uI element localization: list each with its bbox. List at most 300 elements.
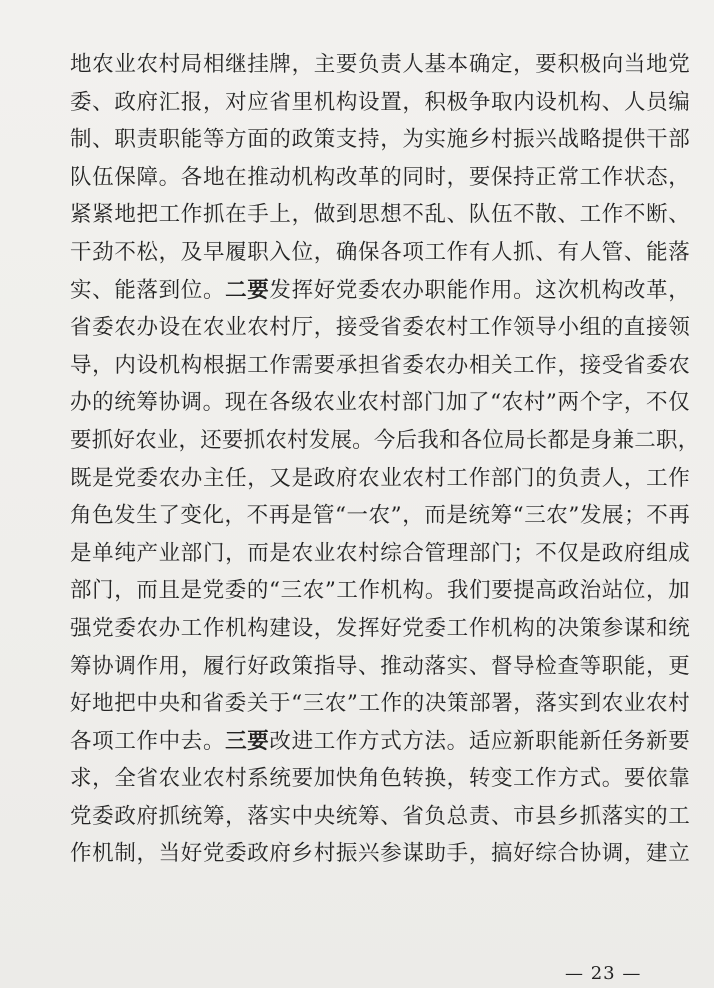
- character: 干: [70, 239, 92, 265]
- character: 位: [180, 277, 203, 303]
- character: 政: [269, 653, 292, 679]
- character: 工: [158, 202, 181, 228]
- text-line: [70, 384, 690, 422]
- character: 检: [535, 653, 557, 679]
- character: 极: [579, 52, 602, 77]
- character: 委: [402, 352, 425, 378]
- character: 断: [646, 202, 668, 228]
- character: 委: [402, 315, 425, 341]
- character: 能: [557, 728, 580, 754]
- character: 个: [579, 390, 602, 416]
- character: 委: [92, 803, 114, 829]
- character: 农: [202, 315, 225, 341]
- character: 。: [352, 427, 374, 453]
- character: ，: [380, 127, 402, 153]
- character: 靠: [668, 766, 690, 792]
- character: 筹: [70, 653, 92, 679]
- character: 用: [490, 277, 513, 303]
- character: 手: [247, 202, 269, 228]
- character: 承: [335, 352, 358, 378]
- character: 综: [380, 540, 402, 566]
- character: 要: [221, 427, 244, 453]
- character: 加: [445, 390, 468, 416]
- character: 业: [380, 465, 402, 491]
- character: 党: [335, 277, 358, 303]
- character: 委: [92, 315, 114, 341]
- character: 实: [424, 127, 447, 153]
- text-line: [70, 84, 690, 122]
- character: 障: [136, 164, 159, 190]
- character: 时: [424, 164, 447, 190]
- character: ，: [623, 841, 646, 867]
- character: 员: [646, 89, 668, 115]
- character: 业: [114, 52, 137, 77]
- character: 抓: [243, 427, 266, 453]
- text-line: [70, 535, 690, 573]
- character: 政: [247, 841, 269, 867]
- character: 机: [557, 89, 580, 115]
- character: 协: [579, 841, 602, 867]
- character: 合: [402, 540, 425, 566]
- character: 政: [114, 803, 137, 829]
- character: 到: [579, 691, 602, 717]
- character: 省: [402, 803, 425, 829]
- character: 的: [269, 127, 292, 153]
- character: 落: [247, 803, 269, 829]
- character: 作: [202, 615, 225, 641]
- character: 在: [225, 164, 247, 190]
- character: ，: [291, 202, 314, 228]
- character: 建: [646, 841, 668, 867]
- character: 牌: [269, 52, 292, 77]
- character: 委: [70, 89, 92, 115]
- character: 了: [158, 503, 181, 529]
- character: 转: [402, 766, 425, 792]
- page-number: — 23 —: [565, 963, 642, 984]
- character: 务: [623, 728, 646, 754]
- character: 责: [380, 52, 402, 77]
- character: 当: [158, 841, 181, 867]
- character: 筹: [358, 803, 380, 829]
- character: 办: [446, 352, 469, 378]
- character: 接: [335, 315, 358, 341]
- character: 制: [114, 841, 137, 867]
- character: 动: [402, 653, 425, 679]
- character: 作: [668, 465, 690, 491]
- character: 面: [247, 127, 269, 153]
- character: 导: [335, 653, 358, 679]
- character: 字: [601, 390, 624, 416]
- character: 、: [601, 89, 624, 115]
- character: 工: [446, 465, 469, 491]
- character: 领: [668, 315, 690, 341]
- character: 战: [557, 127, 580, 153]
- character: 仅: [668, 390, 690, 416]
- character: 局: [504, 427, 526, 453]
- character: 再: [668, 503, 690, 529]
- character: 是: [269, 540, 292, 566]
- character: 省: [380, 352, 402, 378]
- character: 接: [646, 315, 668, 341]
- character: 委: [225, 841, 247, 867]
- character: 村: [424, 465, 447, 491]
- character: 业: [335, 390, 358, 416]
- character: 统: [269, 766, 292, 792]
- text-line: [70, 422, 700, 460]
- character: 工: [646, 465, 668, 491]
- character: 主: [313, 52, 336, 77]
- character: 农: [380, 277, 402, 303]
- character: 地: [92, 691, 114, 717]
- character: 工: [358, 691, 381, 717]
- character: 次: [557, 277, 580, 303]
- character: ，: [225, 803, 247, 829]
- character: 委: [646, 352, 668, 378]
- character: 委: [224, 691, 247, 717]
- character: ，: [557, 352, 580, 378]
- character: 我: [446, 578, 469, 604]
- character: 是: [180, 578, 203, 604]
- character: 不: [646, 503, 668, 529]
- character: 要: [335, 52, 358, 77]
- character: 发: [114, 503, 136, 529]
- character: 工: [424, 239, 447, 265]
- character: 业: [225, 315, 247, 341]
- character: 不: [513, 202, 535, 228]
- character: 又: [269, 465, 292, 491]
- character: 作: [468, 277, 491, 303]
- character: 村: [490, 127, 513, 153]
- character: “: [334, 503, 347, 529]
- character: 今: [373, 427, 396, 453]
- character: 农: [136, 615, 159, 641]
- character: 机: [92, 841, 114, 867]
- character: 推: [380, 653, 402, 679]
- character: 人: [623, 89, 646, 115]
- character: 于: [268, 691, 291, 717]
- character: 府: [136, 89, 159, 115]
- character: 紧: [70, 202, 92, 228]
- character: 积: [424, 89, 447, 115]
- character: ”: [568, 503, 580, 529]
- character: 农: [247, 315, 269, 341]
- character: 伍: [92, 164, 114, 190]
- character: 农: [424, 315, 447, 341]
- character: 乡: [468, 127, 491, 153]
- character: 的: [535, 615, 557, 641]
- character: 署: [491, 691, 513, 717]
- character: 支: [335, 127, 358, 153]
- character: 根: [202, 352, 225, 378]
- character: 是: [446, 503, 469, 529]
- character: ，: [158, 239, 181, 265]
- character: 位: [623, 578, 646, 604]
- character: 人: [402, 52, 425, 77]
- character: ，: [291, 52, 314, 77]
- bold-character: 二: [225, 277, 247, 303]
- character: 作: [380, 691, 403, 717]
- character: 作: [446, 239, 469, 265]
- character: 好: [313, 277, 336, 303]
- character: 村: [313, 841, 336, 867]
- character: 治: [579, 578, 602, 604]
- character: 好: [180, 841, 203, 867]
- character: 作: [490, 315, 513, 341]
- text-line: [70, 309, 690, 347]
- character: 业: [313, 540, 336, 566]
- character: ，: [114, 578, 136, 604]
- character: 对: [225, 89, 247, 115]
- character: 继: [225, 52, 247, 77]
- character: 政: [114, 89, 137, 115]
- character: 机: [158, 352, 181, 378]
- character: 农: [501, 390, 524, 416]
- character: 提: [601, 127, 624, 153]
- character: 机: [579, 277, 602, 303]
- character: 领: [513, 315, 535, 341]
- character: 职: [601, 653, 624, 679]
- character: 人: [579, 239, 602, 265]
- character: 农: [136, 52, 159, 77]
- character: 提: [513, 578, 535, 604]
- character: 导: [535, 315, 557, 341]
- character: 后: [395, 427, 418, 453]
- character: 把: [114, 691, 136, 717]
- character: 级: [291, 390, 313, 416]
- character: 持: [513, 164, 535, 190]
- character: 农: [668, 352, 690, 378]
- character: 常: [557, 164, 580, 190]
- character: 革: [646, 277, 668, 303]
- character: 建: [269, 615, 292, 641]
- character: 基: [424, 52, 447, 77]
- character: 是: [290, 503, 313, 529]
- character: ”: [324, 578, 337, 604]
- character: ，: [92, 352, 114, 378]
- text-line: [70, 347, 690, 385]
- character: 村: [446, 315, 469, 341]
- character: ，: [623, 465, 646, 491]
- character: 构: [402, 578, 425, 604]
- text-line: [70, 272, 690, 310]
- character: 工: [114, 728, 137, 754]
- character: 报: [180, 89, 203, 115]
- character: 乡: [557, 803, 580, 829]
- character: 方: [358, 728, 380, 754]
- character: 省: [269, 89, 292, 115]
- character: 是: [569, 427, 591, 453]
- character: 角: [358, 766, 380, 792]
- character: 干: [646, 127, 668, 153]
- character: 作: [535, 352, 557, 378]
- character: 确: [335, 239, 358, 265]
- character: 而: [136, 578, 159, 604]
- character: 的: [646, 803, 668, 829]
- bold-character: 要: [247, 277, 269, 303]
- character: 现: [224, 390, 247, 416]
- character: ，: [513, 52, 535, 77]
- character: 办: [70, 390, 92, 416]
- character: 县: [535, 803, 557, 829]
- character: 、: [535, 239, 557, 265]
- character: “: [291, 691, 303, 717]
- character: 指: [313, 653, 336, 679]
- character: 担: [358, 352, 380, 378]
- character: 依: [646, 766, 668, 792]
- character: 展: [602, 503, 624, 529]
- character: 积: [557, 52, 580, 77]
- character: 发: [335, 615, 358, 641]
- character: 好: [247, 653, 269, 679]
- character: 工: [180, 615, 203, 641]
- character: 关: [490, 352, 513, 378]
- character: ，: [677, 427, 700, 453]
- character: 想: [380, 202, 402, 228]
- character: 构: [313, 164, 336, 190]
- character: 协: [92, 653, 114, 679]
- character: 、: [490, 803, 513, 829]
- character: ，: [313, 315, 336, 341]
- character: 乱: [424, 202, 447, 228]
- character: 作: [358, 578, 381, 604]
- character: 在: [180, 315, 203, 341]
- character: 省: [202, 691, 225, 717]
- character: 改: [335, 164, 358, 190]
- character: 党: [114, 465, 137, 491]
- character: 机: [490, 615, 513, 641]
- character: 都: [547, 427, 570, 453]
- character: 统: [114, 390, 136, 416]
- character: 发: [269, 277, 292, 303]
- character: 中: [136, 691, 159, 717]
- character: 村: [358, 540, 380, 566]
- character: 搞: [490, 841, 513, 867]
- character: ，: [202, 89, 225, 115]
- character: 局: [180, 52, 203, 77]
- character: 工: [513, 352, 535, 378]
- character: 党: [70, 803, 92, 829]
- character: 动: [269, 164, 292, 190]
- character: 作: [468, 615, 491, 641]
- character: 改: [623, 277, 646, 303]
- character: 。: [202, 728, 225, 754]
- character: 负: [557, 465, 580, 491]
- character: 要: [70, 427, 92, 453]
- character: 组: [579, 315, 602, 341]
- character: 作: [468, 465, 491, 491]
- character: 负: [424, 803, 447, 829]
- character: 、: [92, 89, 114, 115]
- character: ，: [313, 615, 336, 641]
- character: 办: [180, 465, 203, 491]
- character: 、: [623, 239, 646, 265]
- character: 式: [579, 766, 602, 792]
- character: 劲: [92, 239, 114, 265]
- character: 法: [424, 728, 447, 754]
- character: 责: [468, 803, 491, 829]
- character: 散: [535, 202, 557, 228]
- character: 决: [557, 615, 580, 641]
- character: 总: [446, 803, 469, 829]
- character: 构: [247, 615, 269, 641]
- character: 取: [490, 89, 513, 115]
- character: 农: [335, 540, 358, 566]
- character: 综: [535, 841, 557, 867]
- character: 不: [623, 202, 646, 228]
- character: 地: [202, 164, 225, 190]
- character: 落: [668, 239, 690, 265]
- text-line: [70, 798, 690, 836]
- character: 抓: [513, 239, 535, 265]
- character: 作: [535, 766, 557, 792]
- character: 部: [70, 578, 92, 604]
- character: 在: [246, 390, 269, 416]
- character: 队: [70, 164, 92, 190]
- character: 松: [136, 239, 159, 265]
- character: 部: [469, 691, 491, 717]
- character: 负: [358, 52, 380, 77]
- character: 机: [380, 578, 403, 604]
- character: 农: [546, 503, 568, 529]
- character: 各: [180, 164, 203, 190]
- character: 理: [446, 540, 469, 566]
- character: 工: [468, 315, 491, 341]
- character: 统: [180, 803, 203, 829]
- character: 落: [424, 653, 447, 679]
- character: 受: [601, 352, 624, 378]
- character: 构: [601, 277, 624, 303]
- character: 置: [380, 89, 402, 115]
- character: 身: [590, 427, 613, 453]
- character: 查: [557, 653, 580, 679]
- character: 全: [114, 766, 137, 792]
- character: 各: [70, 728, 92, 754]
- character: “: [490, 390, 502, 416]
- character: 三: [280, 578, 303, 604]
- character: 各: [460, 427, 483, 453]
- character: 高: [535, 578, 558, 604]
- character: 适: [468, 728, 491, 754]
- character: 农: [135, 427, 157, 453]
- character: 里: [291, 89, 314, 115]
- character: 新: [579, 728, 602, 754]
- character: 农: [114, 315, 137, 341]
- character: 兴: [358, 841, 380, 867]
- text-line: [70, 159, 690, 197]
- character: 职: [535, 728, 557, 754]
- character: 兴: [535, 127, 557, 153]
- character: 筹: [202, 803, 225, 829]
- character: 参: [601, 615, 624, 641]
- character: 办: [158, 615, 181, 641]
- character: 构: [335, 89, 358, 115]
- character: 方: [557, 766, 580, 792]
- character: 要: [668, 728, 690, 754]
- character: 成: [668, 540, 690, 566]
- character: 位: [482, 427, 505, 453]
- character: 要: [623, 766, 646, 792]
- character: 抓: [579, 803, 602, 829]
- character: 府: [136, 803, 159, 829]
- character: 在: [225, 202, 247, 228]
- character: 三: [302, 691, 325, 717]
- character: 为: [402, 127, 425, 153]
- character: 央: [313, 803, 336, 829]
- character: 职: [247, 239, 269, 265]
- character: 协: [158, 390, 181, 416]
- character: 不: [645, 390, 668, 416]
- character: 责: [136, 127, 159, 153]
